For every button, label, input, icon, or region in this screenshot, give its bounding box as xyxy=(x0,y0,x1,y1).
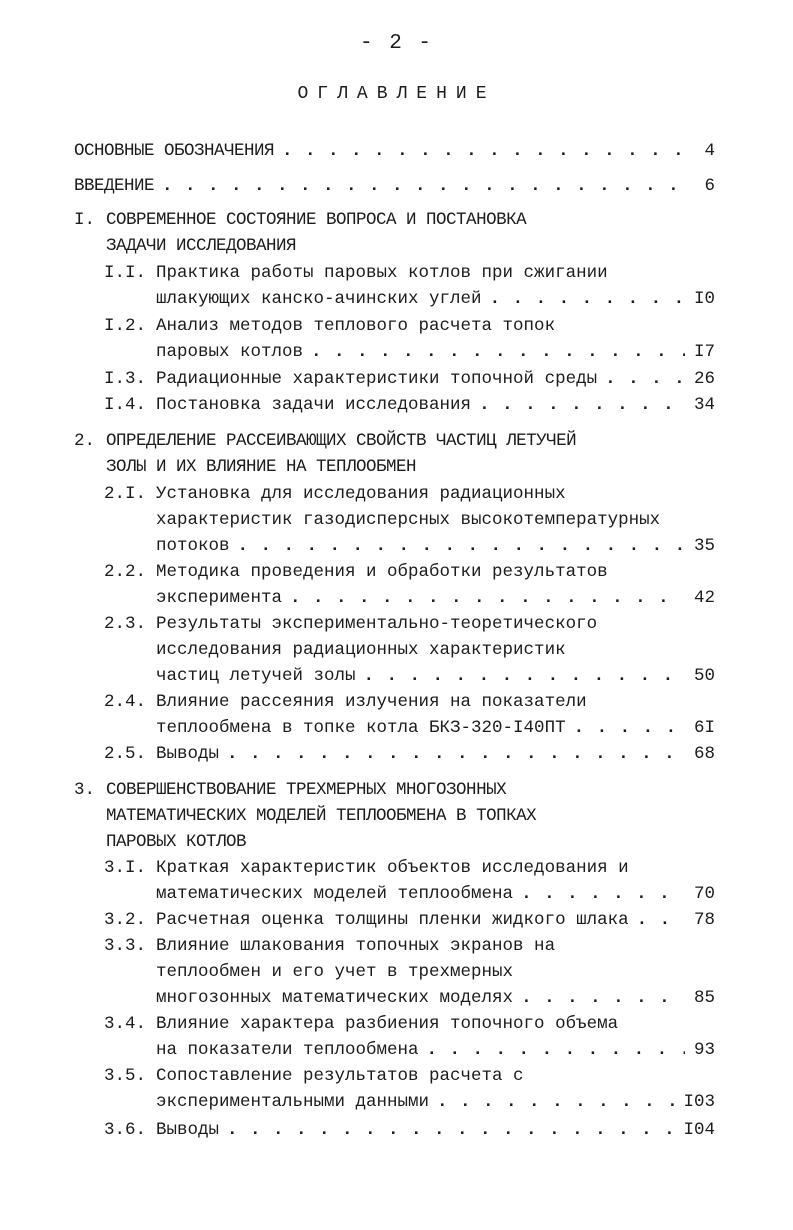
leader-dots xyxy=(162,174,685,198)
toc-entry-2-5[interactable] xyxy=(104,742,715,766)
toc-title: ОГЛАВЛЕНИЕ xyxy=(297,84,496,104)
leader-dots xyxy=(479,393,685,417)
toc-entry-3-3-cont xyxy=(156,960,513,984)
entry-label: эксперимента xyxy=(156,588,283,608)
entry-label: Выводы xyxy=(156,744,220,764)
toc-entry-3-3[interactable] xyxy=(104,934,555,958)
section-number: 3.4. xyxy=(104,1014,147,1034)
entry-label: Радиационные характеристики топочной среды xyxy=(156,369,598,389)
section-number: 2.4. xyxy=(104,692,147,712)
toc-entry-3-3-cont2 xyxy=(156,986,715,1010)
chapter-3-heading-cont xyxy=(106,804,536,828)
section-number: I.I. xyxy=(104,263,147,283)
entry-page: 68 xyxy=(693,744,715,764)
section-number: 3.3. xyxy=(104,936,147,956)
toc-entry-2-2-cont xyxy=(156,586,715,610)
leader-dots xyxy=(437,1090,677,1114)
leader-dots xyxy=(605,367,685,391)
entry-label: теплообмена в топке котла БКЗ-320-I40ПТ xyxy=(156,718,566,738)
entry-label: Выводы xyxy=(156,1120,220,1140)
chapter-title: ЗАДАЧИ ИССЛЕДОВАНИЯ xyxy=(106,236,297,256)
entry-label: экспериментальными данными xyxy=(156,1092,430,1112)
section-number: I.4. xyxy=(104,395,147,415)
chapter-1-heading-cont xyxy=(106,234,296,258)
entry-label: Практика работы паровых котлов при сжигании xyxy=(156,263,608,283)
leader-dots xyxy=(521,882,685,906)
entry-label: Влияние шлакования топочных экранов на xyxy=(156,936,556,956)
entry-page: 50 xyxy=(693,666,715,686)
toc-entry-1-1-cont xyxy=(156,287,715,311)
entry-page: 85 xyxy=(693,988,715,1008)
toc-entry-2-3[interactable] xyxy=(104,612,597,636)
entry-page: 78 xyxy=(693,910,715,930)
toc-entry-3-5[interactable] xyxy=(104,1064,524,1088)
entry-label: Влияние характера разбиения топочного объема xyxy=(156,1014,619,1034)
leader-dots xyxy=(311,340,685,364)
chapter-3-heading[interactable] xyxy=(74,778,506,802)
toc-entry-2-3-cont xyxy=(156,638,566,662)
toc-entry-3-5-cont xyxy=(156,1090,715,1114)
entry-label: Анализ методов теплового расчета топок xyxy=(156,316,556,336)
entry-page: 42 xyxy=(693,588,715,608)
leader-dots xyxy=(290,586,685,610)
toc-entry-2-1-cont xyxy=(156,508,660,532)
toc-entry-1-2-cont xyxy=(156,340,715,364)
page-number: - 2 - xyxy=(359,32,433,55)
entry-page: I03 xyxy=(683,1092,715,1112)
entry-label: Расчетная оценка толщины пленки жидкого шлака xyxy=(156,910,629,930)
toc-entry-1-2[interactable] xyxy=(104,314,555,338)
entry-label: Результаты экспериментально-теоретического xyxy=(156,614,598,634)
leader-dots xyxy=(364,664,685,688)
chapter-title: ПАРОВЫХ КОТЛОВ xyxy=(106,832,247,852)
chapter-2-heading[interactable] xyxy=(74,429,576,453)
leader-dots xyxy=(427,1038,685,1062)
chapter-title: СОВРЕМЕННОЕ СОСТОЯНИЕ ВОПРОСА И ПОСТАНОВКА xyxy=(106,210,527,230)
entry-label: многозонных математических моделях xyxy=(156,988,514,1008)
entry-page: I04 xyxy=(683,1120,715,1140)
entry-label: теплообмен и его учет в трехмерных xyxy=(156,962,514,982)
entry-page: 26 xyxy=(693,369,715,389)
toc-entry-1-3[interactable] xyxy=(104,367,715,391)
chapter-3-heading-cont2 xyxy=(106,830,246,854)
entry-label: шлакующих канско-ачинских углей xyxy=(156,289,482,309)
leader-dots xyxy=(490,287,685,311)
section-number: I.3. xyxy=(104,369,147,389)
leader-dots xyxy=(227,742,685,766)
entry-label: на показатели теплообмена xyxy=(156,1040,419,1060)
leader-dots xyxy=(521,986,685,1010)
leader-dots xyxy=(282,139,685,163)
entry-label: частиц летучей золы xyxy=(156,666,356,686)
section-number: 2.I. xyxy=(104,484,147,504)
leader-dots xyxy=(238,534,685,558)
entry-label: Влияние рассеяния излучения на показатели xyxy=(156,692,587,712)
chapter-title: ЗОЛЫ И ИХ ВЛИЯНИЕ НА ТЕПЛООБМЕН xyxy=(106,457,417,477)
entry-page: 70 xyxy=(693,884,715,904)
entry-label: математических моделей теплообмена xyxy=(156,884,514,904)
entry-label: ОСНОВНЫЕ ОБОЗНАЧЕНИЯ xyxy=(74,141,275,161)
toc-entry-notation[interactable] xyxy=(74,139,715,163)
entry-label: Сопоставление результатов расчета с xyxy=(156,1066,524,1086)
leader-dots xyxy=(227,1118,677,1142)
entry-label: Постановка задачи исследования xyxy=(156,395,472,415)
chapter-title: МАТЕМАТИЧЕСКИХ МОДЕЛЕЙ ТЕПЛООБМЕНА В ТОПКАХ xyxy=(106,806,537,826)
chapter-2-heading-cont xyxy=(106,455,416,479)
toc-entry-3-2[interactable] xyxy=(104,908,715,932)
section-number: 3.6. xyxy=(104,1120,147,1140)
entry-label: исследования радиационных характеристик xyxy=(156,640,566,660)
entry-page: 6 xyxy=(704,176,715,196)
chapter-title: СОВЕРШЕНСТВОВАНИЕ ТРЕХМЕРНЫХ МНОГОЗОННЫХ xyxy=(106,780,507,800)
chapter-number: 3. xyxy=(74,780,96,800)
entry-label: Краткая характеристик объектов исследования и xyxy=(156,858,629,878)
entry-page: 34 xyxy=(693,395,715,415)
section-number: 3.5. xyxy=(104,1066,147,1086)
leader-dots xyxy=(574,716,685,740)
chapter-number: 2. xyxy=(74,431,96,451)
section-number: 3.2. xyxy=(104,910,147,930)
entry-page: 35 xyxy=(693,536,715,556)
entry-page: 93 xyxy=(693,1040,715,1060)
entry-page: I0 xyxy=(693,289,715,309)
section-number: 3.I. xyxy=(104,858,147,878)
chapter-title: ОПРЕДЕЛЕНИЕ РАССЕИВАЮЩИХ СВОЙСТВ ЧАСТИЦ ЛЕТУЧЕЙ xyxy=(106,431,577,451)
section-number: I.2. xyxy=(104,316,147,336)
leader-dots xyxy=(637,908,685,932)
chapter-number: I. xyxy=(74,210,96,230)
entry-label: Методика проведения и обработки результатов xyxy=(156,562,608,582)
entry-label: потоков xyxy=(156,536,230,556)
toc-entry-intro[interactable] xyxy=(74,174,715,198)
toc-entry-2-1[interactable] xyxy=(104,482,566,506)
section-number: 2.3. xyxy=(104,614,147,634)
toc-entry-3-6[interactable] xyxy=(104,1118,715,1142)
entry-page: 4 xyxy=(704,141,715,161)
chapter-1-heading[interactable] xyxy=(74,208,526,232)
entry-label: характеристик газодисперсных высокотемпературных xyxy=(156,510,661,530)
toc-entry-2-1-cont2 xyxy=(156,534,715,558)
toc-entry-1-4[interactable] xyxy=(104,393,715,417)
section-number: 2.5. xyxy=(104,744,147,764)
toc-entry-2-2[interactable] xyxy=(104,560,608,584)
toc-entry-2-3-cont2 xyxy=(156,664,715,688)
section-number: 2.2. xyxy=(104,562,147,582)
toc-entry-3-4-cont xyxy=(156,1038,715,1062)
toc-entry-2-4-cont xyxy=(156,716,715,740)
toc-entry-1-1[interactable] xyxy=(104,261,608,285)
toc-entry-2-4[interactable] xyxy=(104,690,587,714)
toc-entry-3-1-cont xyxy=(156,882,715,906)
entry-label: паровых котлов xyxy=(156,342,304,362)
entry-label: ВВЕДЕНИЕ xyxy=(74,176,155,196)
entry-label: Установка для исследования радиационных xyxy=(156,484,566,504)
entry-page: 6I xyxy=(693,718,715,738)
entry-page: I7 xyxy=(693,342,715,362)
toc-entry-3-1[interactable] xyxy=(104,856,629,880)
toc-entry-3-4[interactable] xyxy=(104,1012,618,1036)
